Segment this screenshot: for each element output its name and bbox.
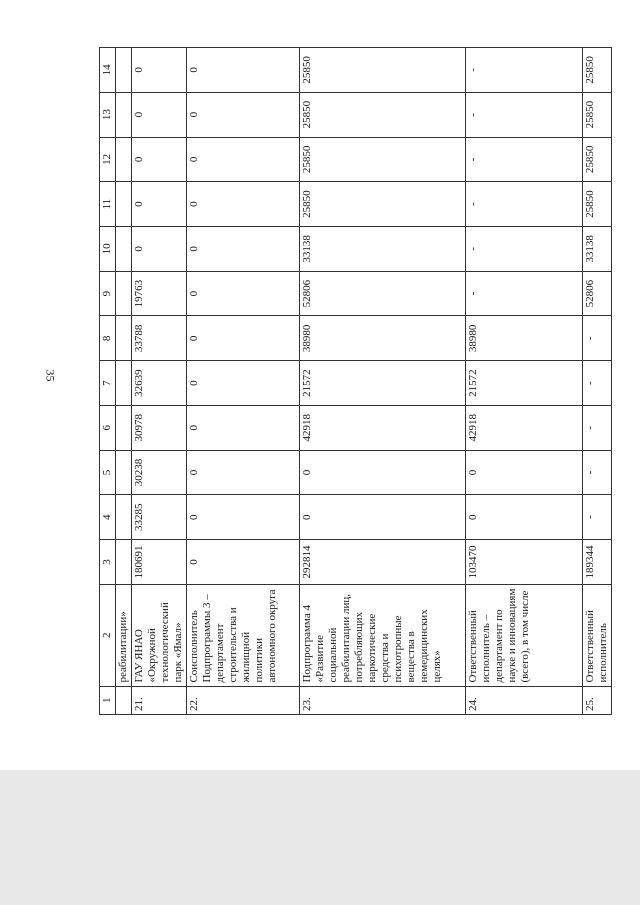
cell-value: 25850 xyxy=(300,182,466,227)
cell-value: 0 xyxy=(187,540,300,585)
cell-value: 25850 xyxy=(583,182,612,227)
cell-value: - xyxy=(466,182,583,227)
row-name: Соисполнитель Подпрограммы 3 – департамент строительства и жилищной политики автономного округа xyxy=(187,584,300,686)
cell-value: 189344 xyxy=(583,540,612,585)
cell-value: 292814 xyxy=(300,540,466,585)
column-header: 5 xyxy=(100,450,116,495)
row-name: Подпрограмма 4 «Развитие социальной реабилитации лиц, потребляющих наркотические средства и психотропные вещества в немедицинских целях» xyxy=(300,584,466,686)
cell-value: 33788 xyxy=(132,316,187,361)
cell-value: 180691 xyxy=(132,540,187,585)
cell-value: 38980 xyxy=(466,316,583,361)
cell-value: 30238 xyxy=(132,450,187,495)
column-header: 4 xyxy=(100,495,116,540)
column-header: 13 xyxy=(100,92,116,137)
page-number: 35 xyxy=(43,369,58,382)
cell-value: 32639 xyxy=(132,361,187,406)
cell-value: 30978 xyxy=(132,405,187,450)
column-header: 9 xyxy=(100,271,116,316)
cell-value: - xyxy=(466,271,583,316)
rotated-table-container xyxy=(99,47,609,715)
cell-value: 0 xyxy=(466,450,583,495)
column-header: 6 xyxy=(100,405,116,450)
table-row xyxy=(300,48,466,715)
row-number: 21. xyxy=(132,686,187,714)
row-number: 23. xyxy=(300,686,466,714)
cell-value: - xyxy=(583,405,612,450)
cell-value: 0 xyxy=(132,48,187,93)
cell-value: 25850 xyxy=(583,137,612,182)
column-header: 2 xyxy=(100,584,116,686)
cell-value: 0 xyxy=(187,226,300,271)
row-name: Ответственный исполнитель xyxy=(583,584,612,686)
row-number: 24. xyxy=(466,686,583,714)
cell-value: 0 xyxy=(187,271,300,316)
table-row xyxy=(187,48,300,715)
continuation-row xyxy=(116,48,132,715)
cell-value: 0 xyxy=(187,137,300,182)
cell-value: 33138 xyxy=(300,226,466,271)
cell-value: 0 xyxy=(187,92,300,137)
cell-value: 0 xyxy=(132,182,187,227)
cell-value: 25850 xyxy=(583,92,612,137)
cell-value: 52806 xyxy=(300,271,466,316)
column-header: 10 xyxy=(100,226,116,271)
cell-value: 0 xyxy=(132,137,187,182)
cell-value: 0 xyxy=(187,405,300,450)
row-number: 25. xyxy=(583,686,612,714)
column-header: 3 xyxy=(100,540,116,585)
cell-value: 0 xyxy=(132,226,187,271)
row-number: 22. xyxy=(187,686,300,714)
cell-value: 42918 xyxy=(466,405,583,450)
column-header: 1 xyxy=(100,686,116,714)
cell-value: 0 xyxy=(132,92,187,137)
row-name: ГАУ ЯНАО «Окружной технологический парк «Ямал» xyxy=(132,584,187,686)
cell-value: 33138 xyxy=(583,226,612,271)
cell-value: 25850 xyxy=(300,92,466,137)
budget-table xyxy=(99,47,612,715)
cell-value: 0 xyxy=(187,361,300,406)
column-header: 7 xyxy=(100,361,116,406)
cell-value: 21572 xyxy=(466,361,583,406)
cell-value: 0 xyxy=(300,450,466,495)
column-header: 12 xyxy=(100,137,116,182)
cell-value: 0 xyxy=(187,450,300,495)
cell-value: - xyxy=(583,450,612,495)
cell-value: 0 xyxy=(187,495,300,540)
cell-value: - xyxy=(466,92,583,137)
cell-value: 52806 xyxy=(583,271,612,316)
row-name: Ответственный исполнитель – департамент по науке и инновациям (всего), в том числе xyxy=(466,584,583,686)
cell-value: 0 xyxy=(466,495,583,540)
cell-value: - xyxy=(583,495,612,540)
column-header: 11 xyxy=(100,182,116,227)
cell-value: 25850 xyxy=(583,48,612,93)
table-row xyxy=(466,48,583,715)
cell-value: 19763 xyxy=(132,271,187,316)
continuation-text: реабилитации» xyxy=(116,584,132,686)
cell-value: - xyxy=(466,48,583,93)
cell-value: 103470 xyxy=(466,540,583,585)
cell-value: 0 xyxy=(300,495,466,540)
cell-value: - xyxy=(466,137,583,182)
cell-value: 33285 xyxy=(132,495,187,540)
cell-value: 0 xyxy=(187,182,300,227)
column-header: 8 xyxy=(100,316,116,361)
cell-value: 0 xyxy=(187,316,300,361)
cell-value: 25850 xyxy=(300,48,466,93)
cell-value: - xyxy=(466,226,583,271)
cell-value: 21572 xyxy=(300,361,466,406)
cell-value: 42918 xyxy=(300,405,466,450)
table-row xyxy=(132,48,187,715)
table-row xyxy=(583,48,612,715)
cell-value: 25850 xyxy=(300,137,466,182)
cell-value: 0 xyxy=(187,48,300,93)
header-row xyxy=(100,48,116,715)
column-header: 14 xyxy=(100,48,116,93)
cell-value: - xyxy=(583,316,612,361)
cell-value: - xyxy=(583,361,612,406)
cell-value: 38980 xyxy=(300,316,466,361)
